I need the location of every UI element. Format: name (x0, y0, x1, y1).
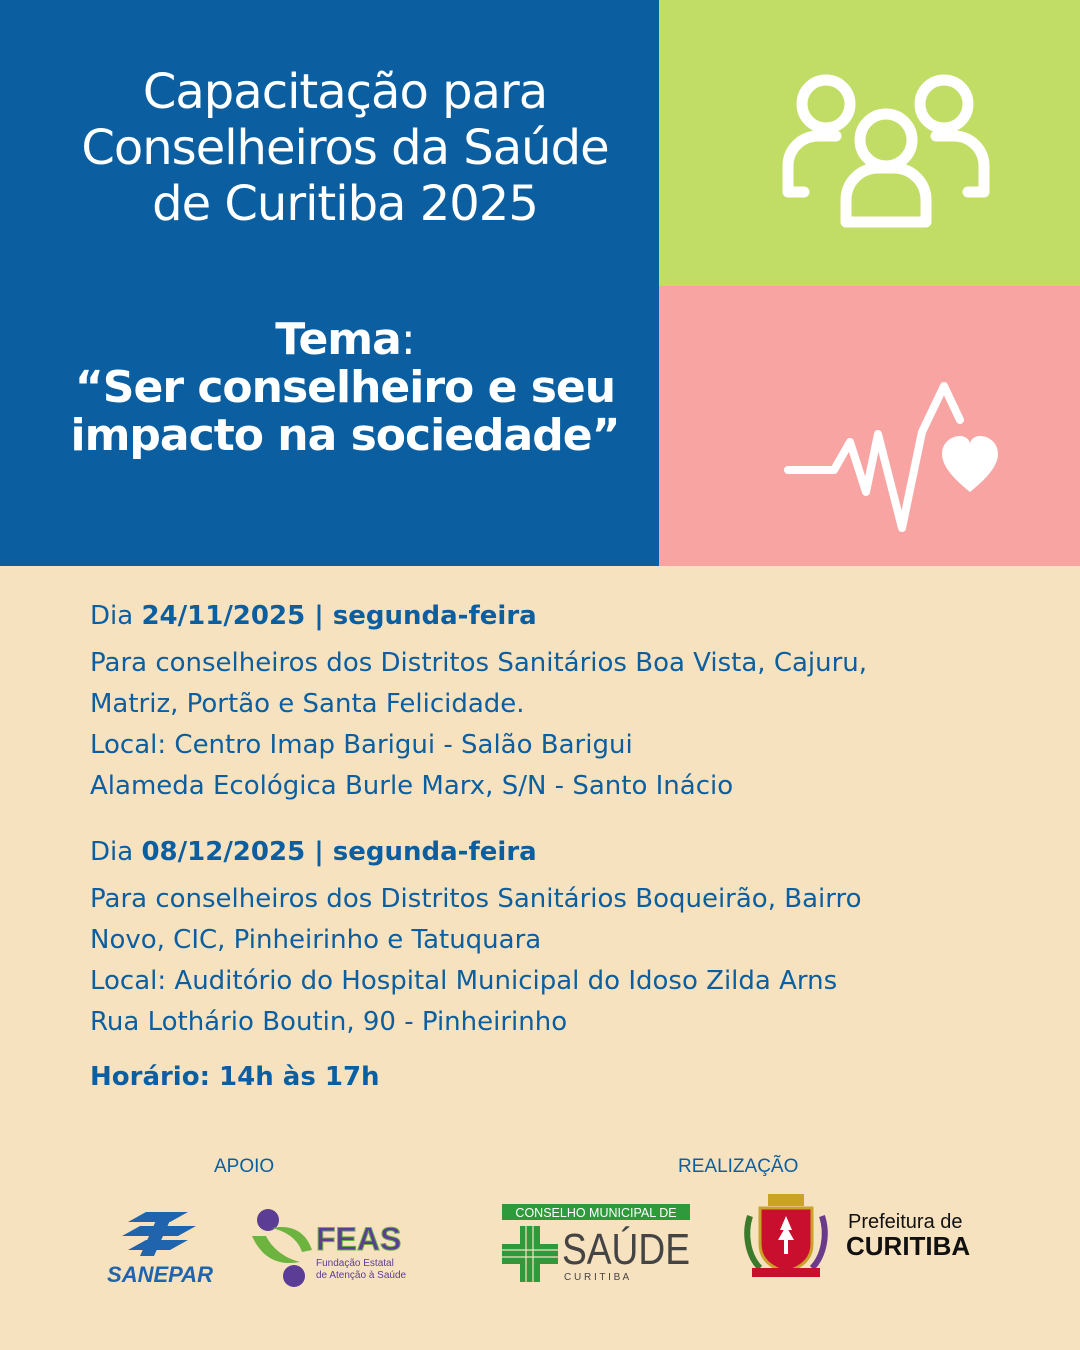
event-1-date (90, 596, 867, 637)
page-title (0, 64, 690, 232)
event-2 (90, 832, 862, 1043)
event-2-line-2: Novo, CIC, Pinheirinho e Tatuquara (90, 925, 542, 955)
event-2-date (90, 832, 862, 873)
event-1-line-2: Matriz, Portão e Santa Felicidade. (90, 689, 525, 719)
support-label: APOIO (214, 1156, 275, 1177)
feas-logo (248, 1206, 413, 1288)
event-2-line-1: Para conselheiros dos Distritos Sanitários Boqueirão, Bairro (90, 884, 862, 914)
sanepar-logo (88, 1208, 233, 1288)
feas-sub-2: de Atenção à Saúde (316, 1270, 407, 1281)
event-2-line-3: Local: Auditório do Hospital Municipal do Idoso Zilda Arns (90, 966, 838, 996)
event-1 (90, 596, 867, 807)
theme-line-1: “Ser conselheiro e seu (74, 362, 616, 413)
event-1-line-3: Local: Centro Imap Barigui - Salão Barigui (90, 730, 633, 760)
event-2-day-prefix: Dia (90, 837, 142, 867)
prefeitura-curitiba-logo (742, 1190, 990, 1280)
event-2-day-bold: 08/12/2025 | segunda-feira (141, 837, 537, 867)
event-1-day-prefix: Dia (90, 601, 142, 631)
people-group-icon (774, 72, 998, 232)
event-2-line-4: Rua Lothário Boutin, 90 - Pinheirinho (90, 1007, 568, 1037)
title-line-1: Capacitação para (142, 64, 548, 120)
feas-name: FEAS (316, 1221, 402, 1257)
theme-label: Tema (275, 314, 401, 365)
organizer-label: REALIZAÇÃO (678, 1156, 799, 1177)
feas-sub-1: Fundação Estatal (316, 1258, 394, 1269)
theme-colon: : (400, 314, 415, 365)
event-1-day-bold: 24/11/2025 | segunda-feira (141, 601, 537, 631)
theme-block (0, 316, 690, 460)
cms-top-text: CONSELHO MUNICIPAL DE (515, 1206, 677, 1220)
schedule-time: Horário: 14h às 17h (90, 1062, 380, 1092)
conselho-saude-logo (502, 1204, 692, 1286)
cms-main-text: SAÚDE (562, 1225, 690, 1274)
cms-city-text: C U R I T I B A (564, 1272, 630, 1283)
event-1-line-4: Alameda Ecológica Burle Marx, S/N - Santo Inácio (90, 771, 734, 801)
theme-heading (0, 316, 690, 364)
theme-line-2: impacto na sociedade” (70, 410, 620, 461)
sanepar-name: SANEPAR (107, 1262, 213, 1287)
title-line-2: Conselheiros da Saúde (81, 120, 609, 176)
title-line-3: de Curitiba 2025 (152, 176, 538, 232)
pref-line-1: Prefeitura de (848, 1211, 963, 1233)
heartbeat-icon (782, 380, 1002, 535)
event-1-line-1: Para conselheiros dos Distritos Sanitários Boa Vista, Cajuru, (90, 648, 868, 678)
pref-line-2: CURITIBA (846, 1231, 971, 1261)
